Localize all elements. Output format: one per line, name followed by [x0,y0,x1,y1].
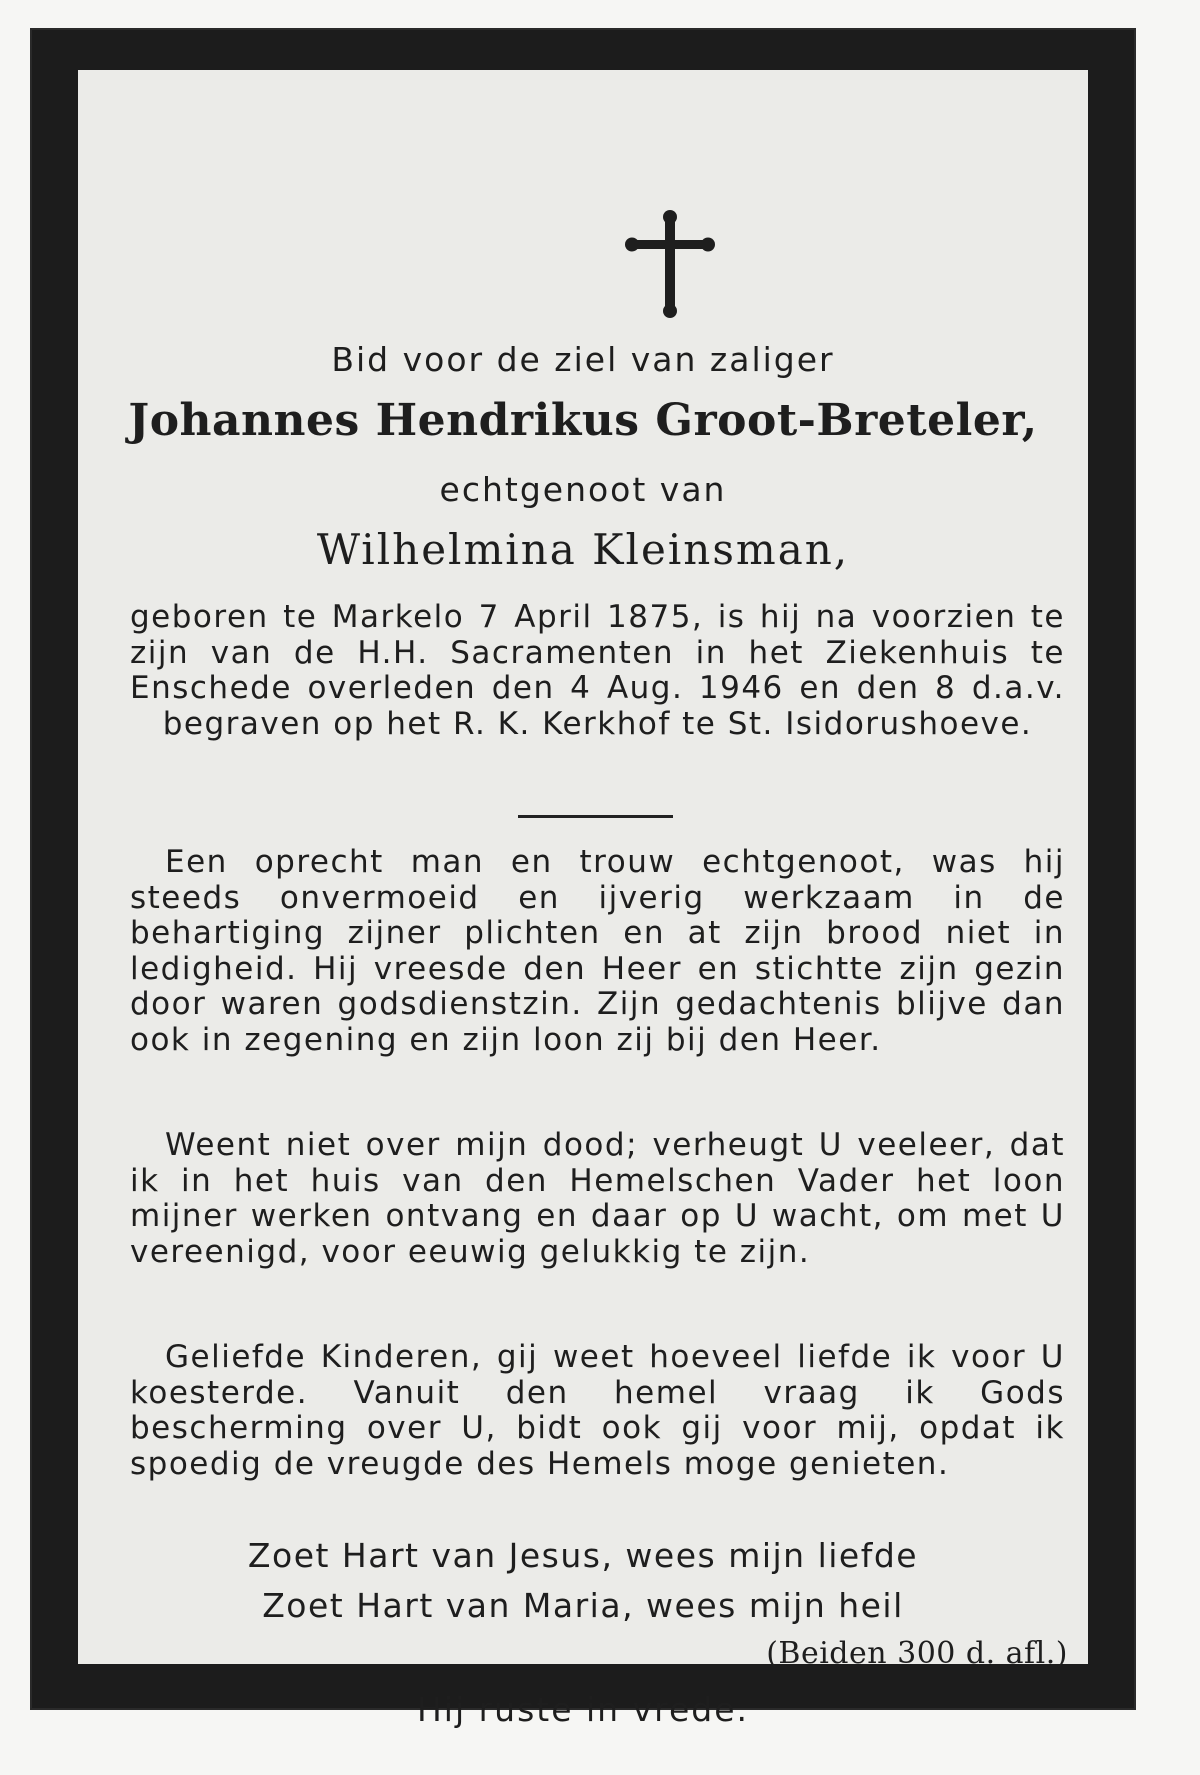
biography: geboren te Markelo 7 April 1875, is hij na voorzien te zijn van de H.H. Sacramenten in het Ziekenhuis te Enschede overleden den 4 Aug. 1946 en den 8 d.a.v. begraven op het R. K. Kerkhof te St. Isidorushoeve. [130,599,1065,742]
intro-line: Bid voor de ziel van zaliger [331,340,835,379]
deceased-name: Johannes Hendrikus Groot-Breteler, [128,395,1038,446]
closing-line: Hij ruste in vrede. [416,1690,750,1729]
spouse-label: echtgenoot van [439,470,727,509]
memorial-card [78,70,1088,1729]
cross-icon [625,210,715,320]
prayer-line-maria: Zoet Hart van Maria, wees mijn heil [262,1586,904,1625]
spouse-name: Wilhelmina Kleinsman, [316,525,850,574]
children-paragraph: Geliefde Kinderen, gij weet hoeveel liefde ik voor U koesterde. Vanuit den hemel vraag ik Gods bescherming over U, bidt ook gij voor mij, opdat ik spoedig de vreugde des Hemels moge genieten. [130,1339,1065,1482]
divider [518,815,673,818]
tribute-paragraph: Een oprecht man en trouw echtgenoot, was hij steeds onvermoeid en ijverig werkzaam in de behartiging zijner plichten en at zijn brood niet in ledigheid. Hij vreesde den Heer en stichtte zijn gezin door waren godsdienstzin. Zijn gedachtenis blijve dan ook in zegening en zijn loon zij bij den Heer. [130,844,1065,1058]
farewell-paragraph: Weent niet over mijn dood; verheugt U veeleer, dat ik in het huis van den Hemelschen Vader het loon mijner werken ontvang en daar op U wacht, om met U vereenigd, voor eeuwig gelukkig te zijn. [130,1127,1065,1270]
prayer-line-jesus: Zoet Hart van Jesus, wees mijn liefde [247,1536,919,1575]
indulgence-note: (Beiden 300 d. afl.) [766,1636,1068,1671]
